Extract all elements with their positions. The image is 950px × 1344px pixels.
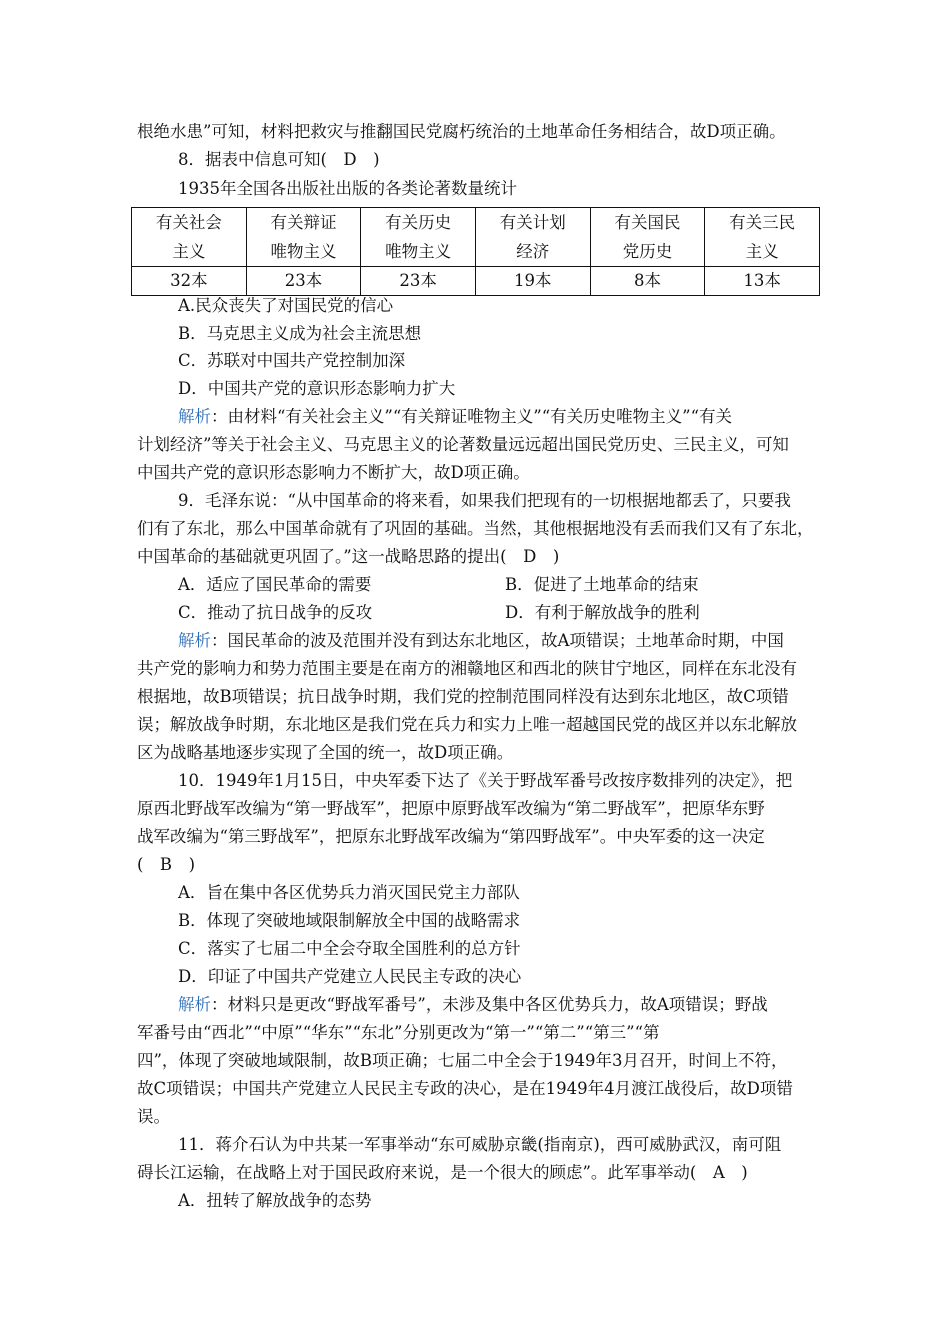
q10-stem-line: 战军改编为“第三野战军”，把原东北野战军改编为“第四野战军”。中央军委的这一决定	[137, 827, 765, 846]
table-header-cell: 有关历史唯物主义	[361, 208, 476, 267]
q11-option-a: A．扭转了解放战争的态势	[178, 1191, 372, 1210]
q9-stem-line: 们有了东北，那么中国革命就有了巩固的基础。当然，其他根据地没有丢而我们又有了东北，	[137, 519, 814, 538]
q8-analysis-line: 中国共产党的意识形态影响力不断扩大，故D项正确。	[137, 463, 530, 482]
q9-option-b: B．促进了土地革命的结束	[505, 575, 699, 594]
q8-option-a: A.民众丧失了对国民党的信心	[178, 296, 394, 315]
q10-analysis-line: 故C项错误；中国共产党建立人民民主专政的决心，是在1949年4月渡江战役后，故D项错	[137, 1079, 793, 1098]
q8-analysis-line: 计划经济”等关于社会主义、马克思主义的论著数量远远超出国民党历史、三民主义，可知	[137, 435, 789, 454]
q10-stem-line: 10．1949年1月15日，中央军委下达了《关于野战军番号改按序数排列的决定》，把	[178, 771, 793, 790]
q10-analysis-line: 军番号由“西北”“中原”“华东”“东北”分别更改为“第一”“第二”“第三”“第	[137, 1023, 660, 1042]
q9-analysis-line: 根据地，故B项错误；抗日战争时期，我们党的控制范围同样没有达到东北地区，故C项错	[137, 687, 789, 706]
q10-answer: ( B )	[137, 855, 195, 874]
q8-analysis-line: 解析：由材料“有关社会主义”“有关辩证唯物主义”“有关历史唯物主义”“有关	[178, 407, 733, 426]
q10-analysis-line: 误。	[137, 1107, 170, 1126]
table-header-cell: 有关三民主义	[705, 208, 820, 267]
q10-analysis-line: 四”，体现了突破地域限制，故B项正确；七届二中全会于1949年3月召开，时间上不符，	[137, 1051, 788, 1070]
q9-option-d: D．有利于解放战争的胜利	[505, 603, 700, 622]
analysis-label: 解析	[178, 631, 211, 650]
table-header-cell: 有关计划经济	[475, 208, 590, 267]
q9-analysis-line: 共产党的影响力和势力范围主要是在南方的湘赣地区和西北的陕甘宁地区，同样在东北没有	[137, 659, 797, 678]
q10-analysis-line: 解析：材料只是更改“野战军番号”，未涉及集中各区优势兵力，故A项错误；野战	[178, 995, 768, 1014]
q11-stem-line: 11．蒋介石认为中共某一军事举动“东可威胁京畿(指南京)，西可威胁武汉，南可阻	[178, 1135, 782, 1154]
table-value-cell: 23本	[246, 267, 361, 296]
publication-stats-table	[131, 207, 820, 296]
table-header-cell: 有关社会主义	[132, 208, 247, 267]
table-header-cell: 有关辩证唯物主义	[246, 208, 361, 267]
q9-option-a: A．适应了国民革命的需要	[178, 575, 372, 594]
analysis-label: 解析	[178, 407, 211, 426]
q10-option-b: B．体现了突破地域限制解放全中国的战略需求	[178, 911, 521, 930]
q11-stem-line: 碍长江运输，在战略上对于国民政府来说，是一个很大的顾虑”。此军事举动( A )	[137, 1163, 748, 1182]
table-value-cell: 8本	[590, 267, 705, 296]
table-value-cell: 13本	[705, 267, 820, 296]
q10-option-d: D．印证了中国共产党建立人民民主专政的决心	[178, 967, 522, 986]
q9-option-c: C．推动了抗日战争的反攻	[178, 603, 373, 622]
q8-option-b: B．马克思主义成为社会主流思想	[178, 324, 422, 343]
table-header-cell: 有关国民党历史	[590, 208, 705, 267]
q8-table-title: 1935年全国各出版社出版的各类论著数量统计	[178, 179, 517, 198]
table-value-cell: 19本	[475, 267, 590, 296]
continued-analysis-line: 根绝水患”可知，材料把救灾与推翻国民党腐朽统治的土地革命任务相结合，故D项正确。	[137, 122, 786, 141]
table-header-row	[132, 208, 820, 267]
q9-stem-line: 中国革命的基础就更巩固了。”这一战略思路的提出( D )	[137, 547, 560, 566]
q9-stem-line: 9．毛泽东说：“从中国革命的将来看，如果我们把现有的一切根据地都丢了，只要我	[178, 491, 791, 510]
q9-analysis-line: 区为战略基地逐步实现了全国的统一，故D项正确。	[137, 743, 514, 762]
table-value-cell: 23本	[361, 267, 476, 296]
q8-option-d: D．中国共产党的意识形态影响力扩大	[178, 379, 456, 398]
analysis-label: 解析	[178, 995, 211, 1014]
q8-stem: 8．据表中信息可知( D )	[178, 150, 380, 169]
table-value-cell: 32本	[132, 267, 247, 296]
q8-option-c: C．苏联对中国共产党控制加深	[178, 351, 406, 370]
q9-analysis-line: 解析：国民革命的波及范围并没有到达东北地区，故A项错误；土地革命时期，中国	[178, 631, 784, 650]
q10-option-a: A．旨在集中各区优势兵力消灭国民党主力部队	[178, 883, 520, 902]
q10-option-c: C．落实了七届二中全会夺取全国胜利的总方针	[178, 939, 521, 958]
q10-stem-line: 原西北野战军改编为“第一野战军”，把原中原野战军改编为“第二野战军”，把原华东野	[137, 799, 765, 818]
q9-analysis-line: 误；解放战争时期，东北地区是我们党在兵力和实力上唯一超越国民党的战区并以东北解放	[137, 715, 797, 734]
